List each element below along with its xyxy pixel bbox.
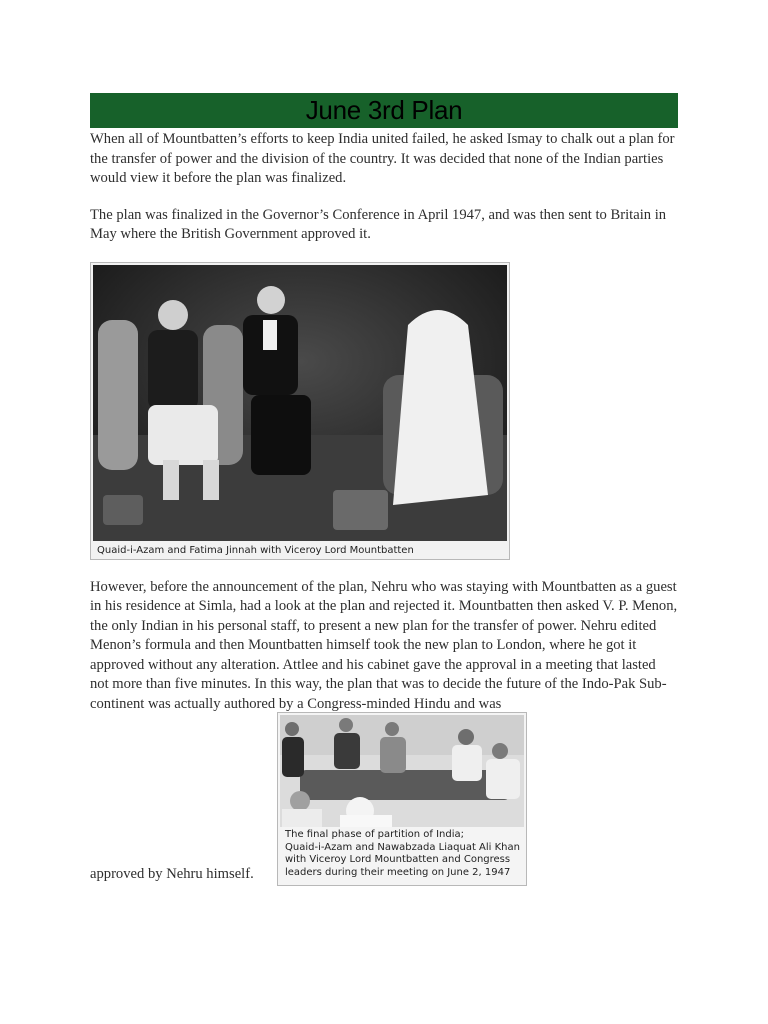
- caption-line: The final phase of partition of India;: [285, 829, 465, 840]
- photo-image: [280, 715, 524, 827]
- paragraph-1: When all of Mountbatten’s efforts to keep India united failed, he asked Ismay to chalk out a plan for the transfer of power and the division of the country. It was decided that none of the Indian parties would view it before the plan was finalized.: [90, 131, 675, 186]
- paragraph-2: The plan was finalized in the Governor’s Conference in April 1947, and was then sent to Britain in May where the British Government approved it.: [90, 206, 667, 242]
- document-page: [90, 93, 678, 892]
- caption-line: with Viceroy Lord Mountbatten and Congress: [285, 854, 511, 866]
- paragraph-3: However, before the announcement of the plan, Nehru who was staying with Mountbatten as a guest in his residence at Simla, had a look at the plan and rejected it. Mountbatten then asked V. P. Menon, the only Indian in his personal staff, to present a new plan for the transfer of power. Nehru edited Menon’s formula and then Mountbatten himself took the new plan to London, where he got it approved without any alteration. Attlee and his cabinet gave the approval in a meeting that lasted not more than five minutes. In this way, the plan that was to decide the future of the Indo-Pak Sub-continent was actually authored by a Congress-minded Hindu and was: [90, 578, 678, 712]
- caption-line: leaders during their meeting on June 2, 1947: [285, 866, 511, 878]
- photo-figure-meeting: [277, 712, 527, 886]
- caption-line: Quaid-i-Azam and Nawabzada Liaquat Ali Khan: [285, 841, 520, 853]
- figure-caption: Quaid-i-Azam and Fatima Jinnah with Viceroy Lord Mountbatten: [97, 544, 414, 556]
- closing-line-with-figure: [90, 712, 678, 892]
- closing-text: approved by Nehru himself.: [90, 865, 254, 882]
- photo-figure-jinnah-mountbatten: [90, 262, 510, 560]
- page-title: June 3rd Plan: [90, 93, 678, 128]
- figure-caption: [285, 829, 522, 879]
- photo-image: [93, 265, 507, 541]
